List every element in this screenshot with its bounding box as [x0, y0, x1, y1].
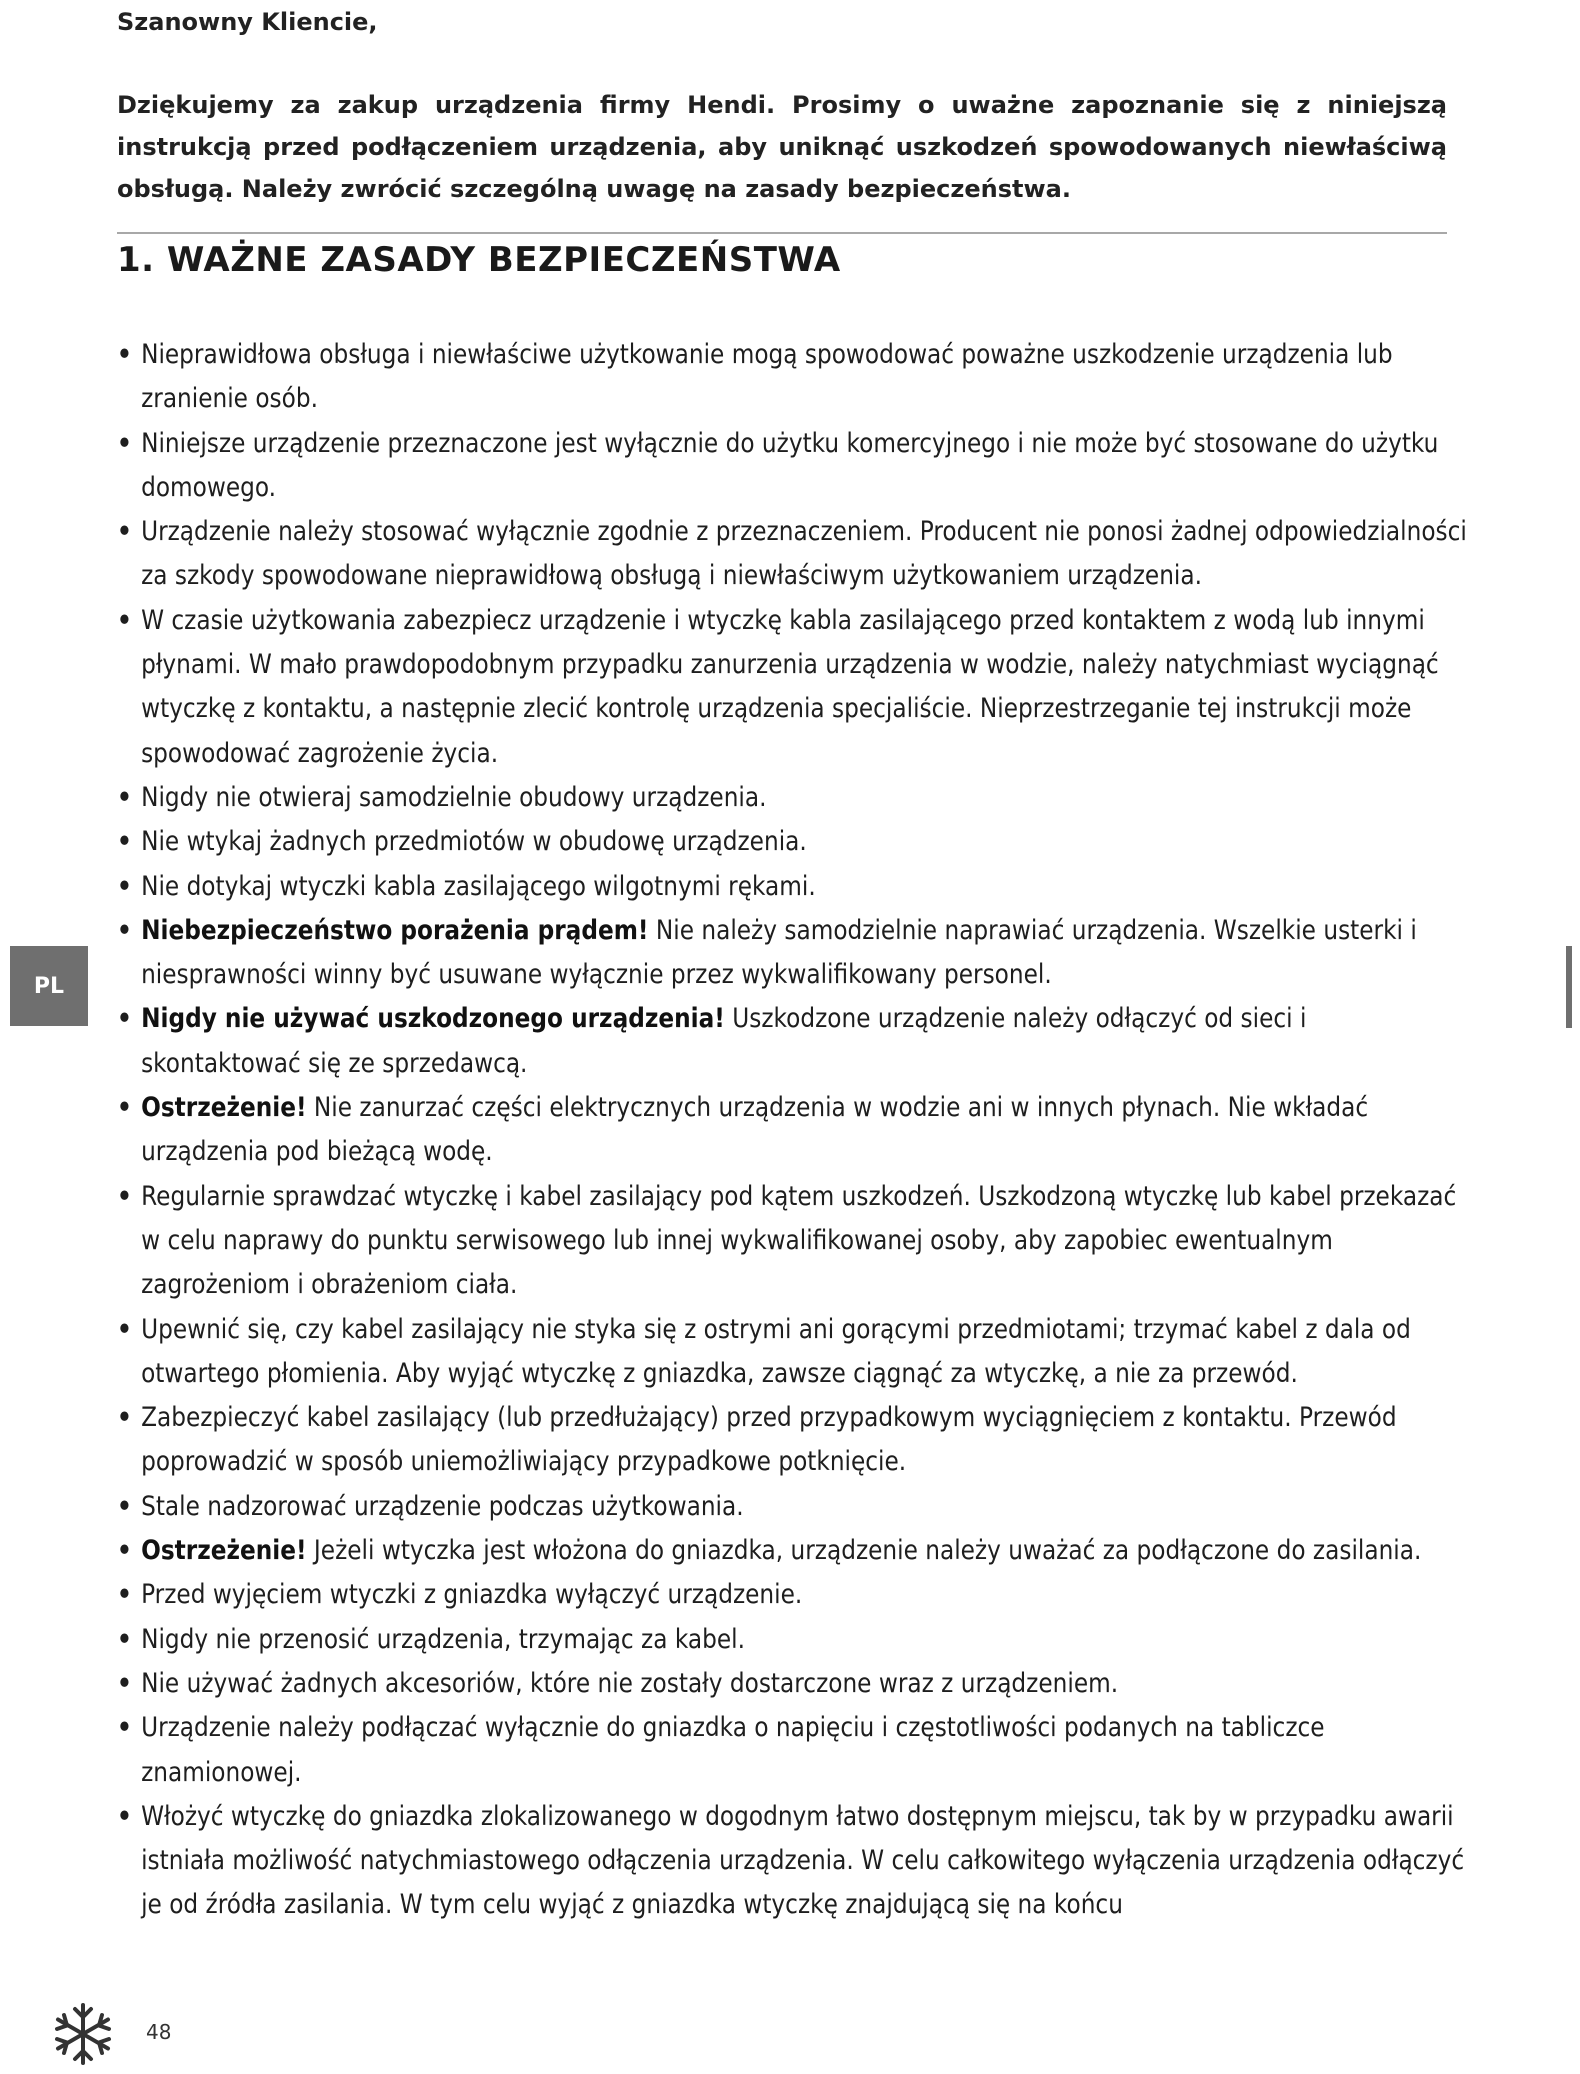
page-edge-marker	[1566, 946, 1572, 1028]
list-item	[117, 510, 1467, 599]
section-title: 1. WAŻNE ZASADY BEZPIECZEŃSTWA	[117, 240, 841, 280]
bullet-icon: •	[117, 1092, 132, 1124]
list-item	[117, 599, 1439, 776]
list-item-body	[141, 1396, 1473, 1485]
list-item-text: Stale nadzorować urządzenie podczas użytkowania.	[141, 1490, 744, 1522]
list-item	[117, 422, 1439, 511]
list-item-text: Włożyć wtyczkę do gniazdka zlokalizowanego w dogodnym łatwo dostępnym miejscu, tak by w przypadku awarii istniała możliwość natychmiastowego odłączenia urządzenia. W celu całkowitego wyłączenia urządzenia odłączyć je od źródła zasilania. W tym celu wyjąć z gniazdka wtyczkę znajdującą się na końcu	[141, 1800, 1465, 1921]
list-item	[117, 1175, 1457, 1308]
page-number: 48	[146, 2020, 172, 2044]
language-tab: PL	[10, 946, 88, 1026]
bullet-icon: •	[117, 781, 132, 813]
warning-label: Niebezpieczeństwo porażenia prądem!	[141, 914, 649, 946]
section-divider	[117, 232, 1447, 234]
list-item-text: Nie dotykaj wtyczki kabla zasilającego wilgotnymi rękami.	[141, 870, 816, 902]
list-item-body	[141, 333, 1473, 422]
list-item	[117, 1573, 1287, 1617]
list-item-text: Regularnie sprawdzać wtyczkę i kabel zasilający pod kątem uszkodzeń. Uszkodzoną wtyczkę lub kabel przekazać w celu naprawy do punktu serwisowego lub innej wykwalifikowanej osoby, aby zapobiec ewentualnym zagrożeniom i obrażeniom ciała.	[141, 1180, 1457, 1301]
bullet-icon: •	[117, 1579, 132, 1611]
list-item-body	[141, 599, 1473, 776]
list-item-text: Przed wyjęciem wtyczki z gniazdka wyłączyć urządzenie.	[141, 1579, 803, 1611]
list-item-body	[141, 1485, 1473, 1529]
list-item-text: Urządzenie należy podłączać wyłącznie do gniazdka o napięciu i częstotliwości podanych na tabliczce znamionowej.	[141, 1712, 1325, 1788]
bullet-icon: •	[117, 1003, 132, 1035]
list-item-text: Nigdy nie przenosić urządzenia, trzymając za kabel.	[141, 1623, 745, 1655]
list-item-body	[141, 1175, 1473, 1308]
safety-rules-list	[117, 333, 1477, 1928]
bullet-icon: •	[117, 1800, 132, 1832]
list-item-body	[141, 1618, 1473, 1662]
bullet-icon: •	[117, 1490, 132, 1522]
list-item-body	[141, 1529, 1473, 1573]
list-item-body	[141, 510, 1473, 599]
greeting: Szanowny Kliencie,	[117, 8, 378, 36]
list-item	[117, 1529, 1422, 1573]
list-item	[117, 333, 1393, 422]
list-item-body	[141, 776, 1473, 820]
list-item-text: Urządzenie należy stosować wyłącznie zgodnie z przeznaczeniem. Producent nie ponosi żadnej odpowiedzialności za szkody spowodowane nieprawidłową obsługą i niewłaściwym użytkowaniem urządzenia.	[141, 516, 1467, 592]
list-item	[117, 1706, 1325, 1795]
list-item-text: Nie używać żadnych akcesoriów, które nie zostały dostarczone wraz z urządzeniem.	[141, 1667, 1119, 1699]
list-item-text: Nie wtykaj żadnych przedmiotów w obudowę urządzenia.	[141, 826, 807, 858]
list-item-body	[141, 997, 1473, 1086]
list-item-body	[141, 1573, 1473, 1617]
list-item	[117, 1485, 1287, 1529]
list-item-text: Zabezpieczyć kabel zasilający (lub przedłużający) przed przypadkowym wyciągnięciem z kontaktu. Przewód poprowadzić w sposób uniemożliwiający przypadkowe potknięcie.	[141, 1402, 1397, 1478]
list-item	[117, 1662, 1287, 1706]
list-item	[117, 1086, 1369, 1175]
list-item	[117, 820, 1287, 864]
list-item	[117, 865, 1287, 909]
list-item-text: Upewnić się, czy kabel zasilający nie styka się z ostrymi ani gorącymi przedmiotami; trzymać kabel z dala od otwartego płomienia. Aby wyjąć wtyczkę z gniazdka, zawsze ciągnąć za wtyczkę, a nie za przewód.	[141, 1313, 1411, 1389]
bullet-icon: •	[117, 914, 132, 946]
list-item-body	[141, 1308, 1473, 1397]
list-item-body	[141, 865, 1473, 909]
list-item-body	[141, 1706, 1473, 1795]
list-item	[117, 776, 1287, 820]
list-item	[117, 909, 1417, 998]
bullet-icon: •	[117, 604, 132, 636]
list-item-body	[141, 909, 1473, 998]
list-item-body	[141, 820, 1473, 864]
list-item	[117, 1618, 1287, 1662]
intro-paragraph: Dziękujemy za zakup urządzenia firmy Hendi. Prosimy o uważne zapoznanie się z niniejszą instrukcją przed podłączeniem urządzenia, aby uniknąć uszkodzeń spowodowanych niewłaściwą obsługą. Należy zwrócić szczególną uwagę na zasady bezpieczeństwa.	[117, 91, 1447, 203]
list-item-text: Nie zanurzać części elektrycznych urządzenia w wodzie ani w innych płynach. Nie wkładać urządzenia pod bieżącą wodę.	[141, 1092, 1369, 1168]
list-item-text: Jeżeli wtyczka jest włożona do gniazdka, urządzenie należy uważać za podłączone do zasilania.	[306, 1535, 1422, 1567]
list-item-text: W czasie użytkowania zabezpiecz urządzenie i wtyczkę kabla zasilającego przed kontaktem z wodą lub innymi płynami. W mało prawdopodobnym przypadku zanurzenia urządzenia w wodzie, należy natychmiast wyciągnąć wtyczkę z kontaktu, a następnie zlecić kontrolę urządzenia specjaliście. Nieprzestrzeganie tej instrukcji może spowodować zagrożenie życia.	[141, 604, 1439, 769]
bullet-icon: •	[117, 826, 132, 858]
bullet-icon: •	[117, 1313, 132, 1345]
list-item-body	[141, 1662, 1473, 1706]
bullet-icon: •	[117, 870, 132, 902]
list-item-text: Nigdy nie otwieraj samodzielnie obudowy urządzenia.	[141, 781, 767, 813]
list-item-body	[141, 422, 1473, 511]
bullet-icon: •	[117, 1667, 132, 1699]
bullet-icon: •	[117, 339, 132, 370]
bullet-icon: •	[117, 1712, 132, 1744]
list-item	[117, 1308, 1411, 1397]
bullet-icon: •	[117, 427, 132, 459]
warning-label: Ostrzeżenie!	[141, 1535, 307, 1567]
list-item-text: Nieprawidłowa obsługa i niewłaściwe użytkowanie mogą spowodować poważne uszkodzenie urządzenia lub zranienie osób.	[141, 339, 1393, 415]
warning-label: Ostrzeżenie!	[141, 1092, 307, 1124]
bullet-icon: •	[117, 1623, 132, 1655]
list-item-text: Nie należy samodzielnie naprawiać urządzenia. Wszelkie usterki i niesprawności winny być usuwane wyłącznie przez wykwalifikowany personel.	[141, 914, 1417, 991]
bullet-icon: •	[117, 516, 132, 548]
bullet-icon: •	[117, 1180, 132, 1212]
bullet-icon: •	[117, 1402, 132, 1434]
list-item-text: Niniejsze urządzenie przeznaczone jest wyłącznie do użytku komercyjnego i nie może być stosowane do użytku domowego.	[141, 427, 1439, 503]
snowflake-icon	[50, 2001, 116, 2067]
bullet-icon: •	[117, 1535, 132, 1567]
list-item-text: Uszkodzone urządzenie należy odłączyć od sieci i skontaktować się ze sprzedawcą.	[141, 1003, 1307, 1079]
warning-label: Nigdy nie używać uszkodzonego urządzenia!	[141, 1003, 725, 1035]
list-item-body	[141, 1086, 1473, 1175]
list-item	[117, 1795, 1465, 1928]
list-item	[117, 997, 1307, 1086]
list-item-body	[141, 1795, 1473, 1928]
list-item	[117, 1396, 1397, 1485]
